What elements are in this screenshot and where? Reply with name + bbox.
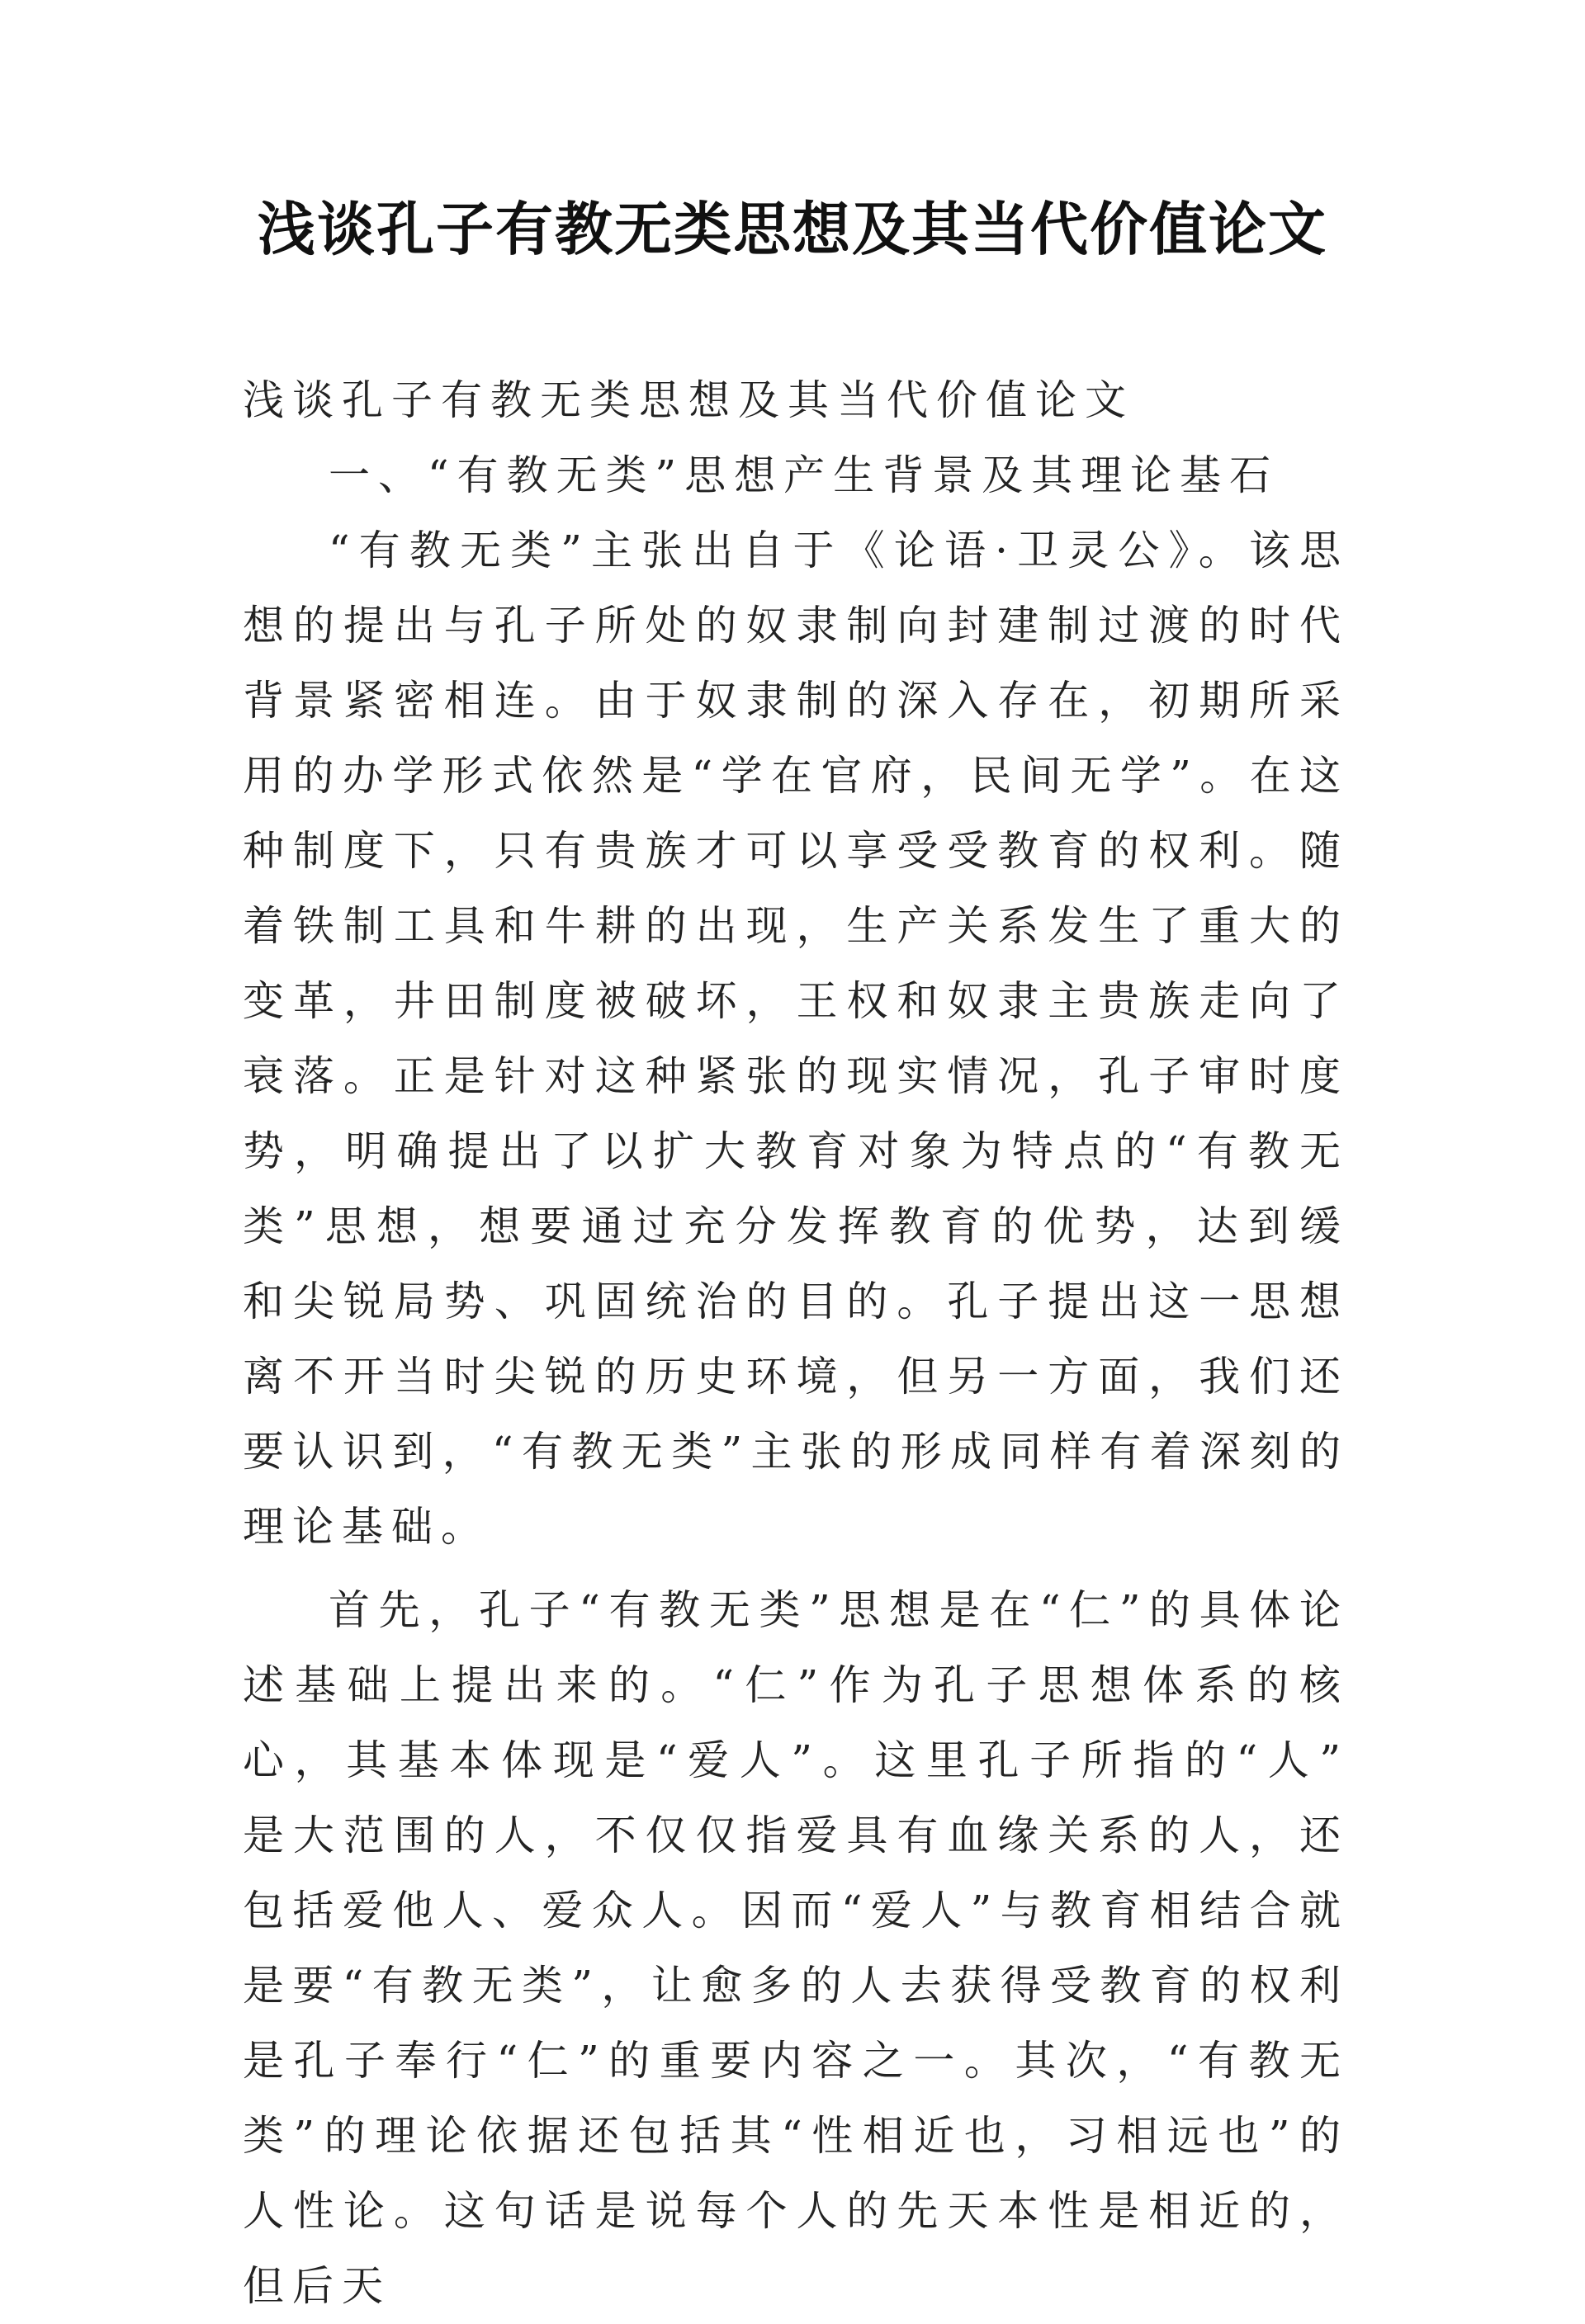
paragraph-section-heading: 一、“有教无类”思想产生背景及其理论基石 — [329, 451, 1280, 499]
document-body — [243, 363, 1349, 2324]
paragraph-theory: 首先，孔子“有教无类”思想是在“仁”的具体论述基础上提出来的。“仁”作为孔子思想体系的核心，其基本体现是“爱人”。这里孔子所指的“人” 是大范围的人，不仅仅指爱具有血缘关系的人，还包括爱他人、爱众人。因而“爱人”与教育相结合就是要“有教无类”，让愈多的人去获得受教育的权利是孔子奉行“仁”的重要内容之一。其次，“有教无类”的理论依据还包括其“性相近也，习相远也”的人性论。这句话是说每个人的先天本性是相近的，但后天 — [243, 1586, 1349, 2310]
document-title: 浅谈孔子有教无类思想及其当代价值论文 — [258, 195, 1327, 263]
paragraph-background: “有教无类”主张出自于《论语·卫灵公》。该思想的提出与孔子所处的奴隶制向封建制过渡的时代背景紧密相连。由于奴隶制的深入存在，初期所采用的办学形式依然是“学在官府，民间无学”。在这种制度下，只有贵族才可以享受受教育的权利。随着铁制工具和牛耕的出现，生产关系发生了重大的变革，井田制度被破坏，王权和奴隶主贵族走向了衰落。正是针对这种紧张的现实情况，孔子审时度势，明确提出了以扩大教育对象为特点的“有教无类”思想，想要通过充分发挥教育的优势，达到缓和尖锐局势、巩固统治的目的。孔子提出这一思想离不开当时尖锐的历史环境，但另一方面，我们还要认识到，“有教无类”主张的形成同样有着深刻的理论基础。 — [243, 527, 1349, 1551]
paragraph-subtitle: 浅谈孔子有教无类思想及其当代价值论文 — [243, 376, 1134, 424]
